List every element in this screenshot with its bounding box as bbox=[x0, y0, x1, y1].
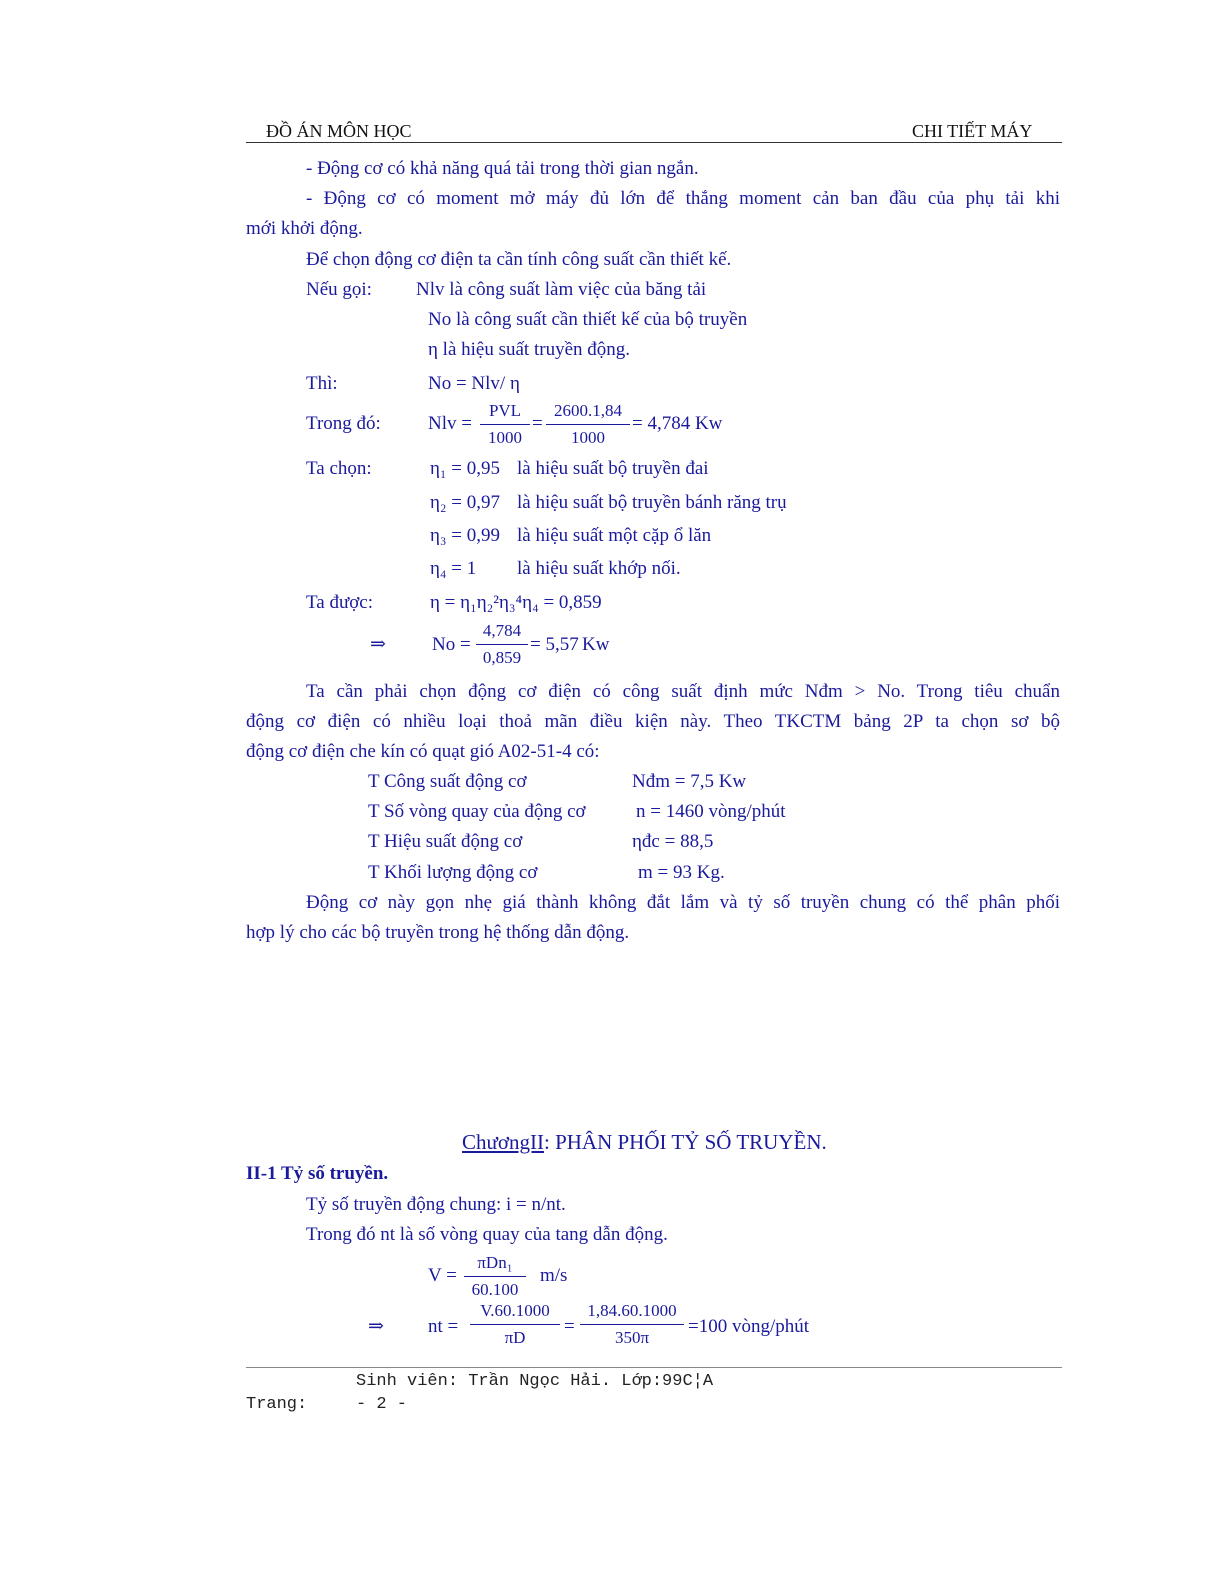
chapter-name: : PHÂN PHỐI TỶ SỐ TRUYỀN. bbox=[543, 1130, 827, 1154]
pvl-numerator: PVL bbox=[488, 401, 522, 420]
spec-speed-value: n = 1460 vòng/phút bbox=[636, 801, 786, 822]
nt-f1-numerator: V.60.1000 bbox=[480, 1301, 550, 1320]
section-line-1: Tỷ số truyền động chung: i = n/nt. bbox=[306, 1194, 566, 1215]
v-numerator: πDn₁ bbox=[477, 1253, 513, 1272]
fraction-bar bbox=[480, 424, 530, 425]
nt-fraction-1 bbox=[470, 1300, 560, 1349]
nlv-lhs: Nlv = bbox=[428, 413, 472, 434]
total-eta-formula: η = η₁η₂²η₃⁴η₄ = 0,859 bbox=[430, 592, 602, 613]
no-denominator: 0,859 bbox=[482, 648, 522, 667]
eta2-desc: là hiệu suất bộ truyền bánh răng trụ bbox=[517, 492, 787, 513]
header-left: ĐỒ ÁN MÔN HỌC bbox=[266, 121, 412, 141]
thi-formula: No = Nlv/ η bbox=[428, 373, 520, 394]
spec-efficiency-name: T Hiệu suất động cơ bbox=[368, 831, 523, 852]
intro-line-1: - Động cơ có khả năng quá tải trong thời gian ngắn. bbox=[306, 158, 699, 179]
fraction-bar bbox=[464, 1276, 526, 1277]
eta1-desc: là hiệu suất bộ truyền đai bbox=[517, 458, 709, 479]
intro-line-2a: - Động cơ có moment mở máy đủ lớn để thắng moment cản ban đầu của phụ tải khi bbox=[306, 188, 1060, 209]
implies-arrow-icon: ⇒ bbox=[370, 634, 386, 655]
definition-no: No là công suất cần thiết kế của bộ truyền bbox=[428, 309, 748, 330]
taduoc-label: Ta được: bbox=[306, 592, 374, 613]
spec-mass-name: T Khối lượng động cơ bbox=[368, 862, 538, 883]
trongdo-label: Trong đó: bbox=[306, 413, 381, 434]
no-lhs: No = bbox=[432, 634, 471, 655]
no-unit: Kw bbox=[582, 634, 610, 655]
header-right: CHI TIẾT MÁY bbox=[912, 121, 1033, 141]
no-numerator: 4,784 bbox=[482, 621, 522, 640]
eta4-value: η₄ = 1 bbox=[430, 558, 477, 579]
spec-speed-name: T Số vòng quay của động cơ bbox=[368, 801, 586, 822]
pvl-denominator: 1000 bbox=[488, 428, 522, 447]
chapter-title bbox=[462, 1130, 827, 1155]
no-fraction bbox=[476, 620, 528, 669]
intro-line-3: Để chọn động cơ điện ta cần tính công suất cần thiết kế. bbox=[306, 249, 732, 270]
fraction-bar bbox=[580, 1324, 684, 1325]
nt-lhs: nt = bbox=[428, 1316, 459, 1337]
section-line-2: Trong đó nt là số vòng quay của tang dẫn động. bbox=[306, 1224, 668, 1245]
nlv-denominator: 1000 bbox=[571, 428, 605, 447]
eta1-value: η₁ = 0,95 bbox=[430, 458, 501, 479]
footer-rule bbox=[246, 1367, 1062, 1368]
nlv-value-fraction bbox=[546, 400, 630, 449]
no-result: = 5,57 bbox=[530, 634, 579, 655]
intro-line-2b: mới khởi động. bbox=[246, 218, 363, 239]
definition-eta: η là hiệu suất truyền động. bbox=[428, 339, 631, 360]
eta4-desc: là hiệu suất khớp nối. bbox=[517, 558, 681, 579]
eq-sign: = bbox=[564, 1316, 575, 1337]
v-lhs: V = bbox=[428, 1265, 457, 1286]
definitions-label: Nếu gọi: bbox=[306, 279, 372, 300]
nt-result: =100 vòng/phút bbox=[688, 1316, 810, 1337]
section-heading: II-1 Tỷ số truyền. bbox=[246, 1163, 389, 1184]
spec-power-name: T Công suất động cơ bbox=[368, 771, 527, 792]
nt-f2-denominator: 350π bbox=[614, 1328, 650, 1347]
selection-line-3: động cơ điện che kín có quạt gió A02-51-4 có: bbox=[246, 741, 600, 762]
spec-efficiency-value: ηđc = 88,5 bbox=[632, 831, 714, 852]
selection-line-1: Ta cần phải chọn động cơ điện có công suất định mức Nđm > No. Trong tiêu chuẩn bbox=[306, 681, 1060, 702]
header-rule bbox=[246, 142, 1062, 143]
eta3-desc: là hiệu suất một cặp ổ lăn bbox=[517, 525, 712, 546]
pvl-fraction bbox=[480, 400, 530, 449]
selection-line-2: động cơ điện có nhiều loại thoả mãn điều kiện này. Theo TKCTM bảng 2P ta chọn sơ bộ bbox=[246, 711, 1060, 732]
v-unit: m/s bbox=[540, 1265, 568, 1286]
eta3-value: η₃ = 0,99 bbox=[430, 525, 501, 546]
fraction-bar bbox=[476, 644, 528, 645]
fraction-bar bbox=[546, 424, 630, 425]
footer-page-label: Trang: bbox=[246, 1395, 308, 1414]
spec-mass-value: m = 93 Kg. bbox=[638, 862, 725, 883]
v-denominator: 60.100 bbox=[471, 1280, 519, 1299]
footer-page-number: - 2 - bbox=[356, 1395, 408, 1414]
nlv-numerator: 2600.1,84 bbox=[554, 401, 622, 420]
footer-student: Sinh viên: Trần Ngọc Hải. Lớp:99C¦A bbox=[356, 1372, 714, 1391]
nt-fraction-2 bbox=[580, 1300, 684, 1349]
eta2-value: η₂ = 0,97 bbox=[430, 492, 501, 513]
implies-arrow-icon: ⇒ bbox=[368, 1316, 384, 1337]
conclusion-line-1: Động cơ này gọn nhẹ giá thành không đắt lắm và tỷ số truyền chung có thể phân phối bbox=[306, 892, 1060, 913]
nlv-result: = 4,784 Kw bbox=[632, 413, 723, 434]
spec-power-value: Nđm = 7,5 Kw bbox=[632, 771, 747, 792]
fraction-bar bbox=[470, 1324, 560, 1325]
thi-label: Thì: bbox=[306, 373, 338, 394]
nt-f1-denominator: πD bbox=[504, 1328, 526, 1347]
conclusion-line-2: hợp lý cho các bộ truyền trong hệ thống dẫn động. bbox=[246, 922, 630, 943]
definition-nlv: Nlv là công suất làm việc của băng tải bbox=[416, 279, 707, 300]
chapter-number: ChươngII bbox=[462, 1130, 544, 1154]
tachon-label: Ta chọn: bbox=[306, 458, 372, 479]
eq-sign: = bbox=[532, 413, 543, 434]
v-fraction bbox=[464, 1252, 526, 1301]
nt-f2-numerator: 1,84.60.1000 bbox=[587, 1301, 677, 1320]
